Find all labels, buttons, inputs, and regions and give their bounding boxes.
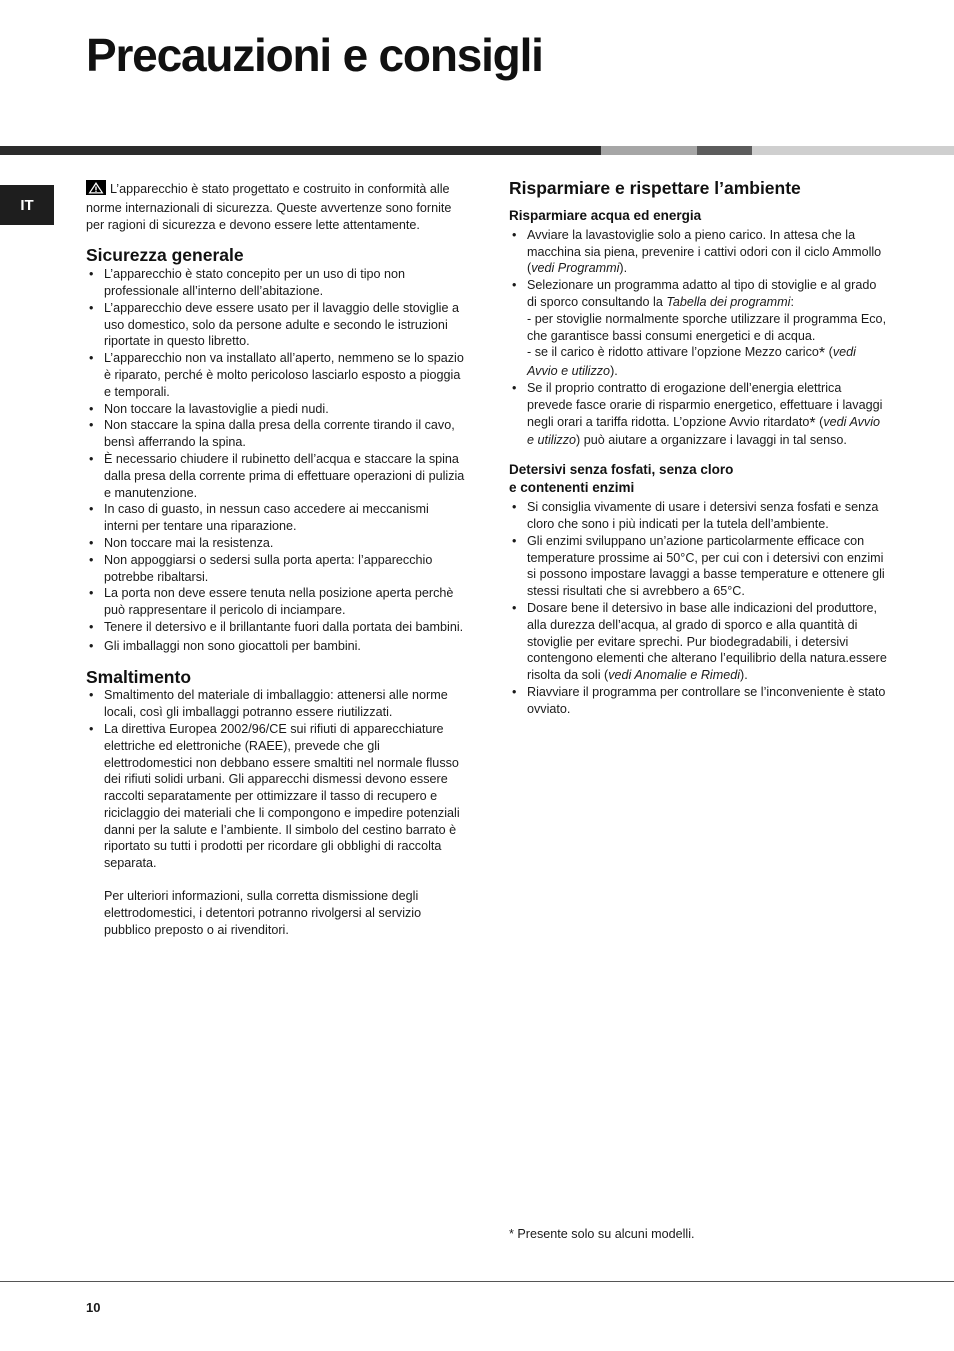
header-bar-pale xyxy=(752,146,954,155)
item-text: ( xyxy=(815,414,824,429)
right-column xyxy=(509,180,887,718)
list-item: • Riavviare il programma per controllare se l’inconveniente è stato ovviato. xyxy=(509,684,887,718)
list-item: • Gli enzimi sviluppano un’azione particolarmente efficace con temperature prossime ai 50°C, per cui con i detersivi con enzimi si possono impostare lavaggi a basse temperature e ottenere gli stessi risultati che si avrebbero a 65°C. xyxy=(509,533,887,600)
list-item xyxy=(509,380,887,449)
page-number: 10 xyxy=(86,1300,101,1315)
item-text: Avviare la lavastoviglie solo a pieno carico. In attesa che la macchina sia piena, prevenire i cattivi odori con il ciclo Ammollo ( xyxy=(527,227,882,276)
asterisk-mark: * xyxy=(809,414,816,432)
heading-acqua-energia: Risparmiare acqua ed energia xyxy=(509,207,702,223)
list-item: • La direttiva Europea 2002/96/CE sui rifiuti di apparecchiature elettriche ed elettroniche (RAEE), prevede che gli elettrodomestici non debbano essere smaltiti nel normale flusso dei rifiuti solidi urbani. Gli apparecchi dismessi devono essere raccolti separatamente per ottimizzare il tasso di recupero e riciclaggio dei materiali che li compongono e impedire potenziali danni per la salute e l’ambiente. Il simbolo del cestino barrato è riportato su tutti i prodotti per ricordare gli obblighi di raccolta separata. xyxy=(86,721,466,872)
smaltimento-list xyxy=(86,687,466,872)
cross-reference: vedi Avvio e utilizzo xyxy=(527,414,881,448)
cross-reference: Tabella dei programmi xyxy=(666,294,791,309)
item-text: Se il proprio contratto di erogazione dell’energia elettrica prevede fasce orarie di risparmio energetico, effettuare i lavaggi negli orari a tariffa ridotta. L’opzione Avvio ritardato xyxy=(527,380,883,429)
item-text: ). xyxy=(740,668,748,683)
list-item xyxy=(509,277,887,380)
list-item: • L’apparecchio non va installato all’aperto, nemmeno se lo spazio è riparato, perché è molto pericoloso lasciarlo esposto a pioggia e temporali. xyxy=(86,350,466,400)
smaltimento-note: Per ulteriori informazioni, sulla corretta dismissione degli elettrodomestici, i detentori potranno rivolgersi al servizio pubblico preposto o ai rivenditori. xyxy=(104,889,422,937)
footer-rule xyxy=(0,1281,954,1282)
detersivi-list xyxy=(509,499,887,717)
footnote: * Presente solo su alcuni modelli. xyxy=(509,1227,695,1241)
warning-icon xyxy=(86,180,106,200)
list-item: • L’apparecchio è stato concepito per un uso di tipo non professionale all’interno dell’abitazione. xyxy=(86,266,466,300)
list-item: • In caso di guasto, in nessun caso accedere ai meccanismi interni per tentare una riparazione. xyxy=(86,501,466,535)
cross-reference: vedi Avvio e utilizzo xyxy=(527,345,856,379)
item-text: ( xyxy=(825,345,833,360)
item-text: Selezionare un programma adatto al tipo di stoviglie e al grado di sporco consultando la xyxy=(527,278,877,309)
list-item: • Smaltimento del materiale di imballaggio: attenersi alle norme locali, così gli imballaggi potranno essere riutilizzati. xyxy=(86,687,466,721)
item-text: ) può aiutare a organizzare i lavaggi in tal senso. xyxy=(576,433,847,448)
list-item: • L’apparecchio deve essere usato per il lavaggio delle stoviglie a uso domestico, solo da persone adulte e secondo le istruzioni riportate in questo libretto. xyxy=(86,300,466,350)
sicurezza-list xyxy=(86,266,466,654)
list-item: • Gli imballaggi non sono giocattoli per bambini. xyxy=(86,638,466,655)
heading-risparmiare-ambiente: Risparmiare e rispettare l’ambiente xyxy=(509,178,801,198)
page-title: Precauzioni e consigli xyxy=(86,29,543,81)
intro-text: L’apparecchio è stato progettato e costruito in conformità alle norme internazionali di sicurezza. Queste avvertenze sono fornite per ragioni di sicurezza e devono essere lette attentamente. xyxy=(86,182,452,232)
cross-reference: vedi Programmi xyxy=(531,261,620,276)
heading-smaltimento: Smaltimento xyxy=(86,666,192,687)
left-column xyxy=(86,180,466,938)
heading-line: Detersivi senza fosfati, senza cloro xyxy=(509,462,734,478)
acqua-list xyxy=(509,227,887,449)
list-item: • Non staccare la spina dalla presa della corrente tirando il cavo, bensì afferrando la spina. xyxy=(86,417,466,451)
item-text: - per stoviglie normalmente sporche utilizzare il programma Eco, che garantisce bassi consumi energetici e di acqua. xyxy=(527,311,887,343)
list-item: • Non toccare mai la resistenza. xyxy=(86,535,466,552)
heading-sicurezza-generale: Sicurezza generale xyxy=(86,245,244,266)
list-item: • Non appoggiarsi o sedersi sulla porta aperta: l’apparecchio potrebbe ribaltarsi. xyxy=(86,552,466,586)
heading-detersivi xyxy=(509,461,887,497)
cross-reference: vedi Anomalie e Rimedi xyxy=(608,668,741,683)
intro-paragraph xyxy=(86,180,466,233)
header-bar-light xyxy=(601,146,697,155)
header-bar-dark xyxy=(0,146,601,155)
item-text: Dosare bene il detersivo in base alle indicazioni del produttore, alla durezza dell’acqua, al grado di sporco e alla quantità di stoviglie per evitare sprechi. Pur biodegradabili, i detersivi contengono elementi che alterano l’equilibrio della natura.essere risolta da soli ( xyxy=(527,600,887,683)
language-tab: IT xyxy=(0,185,54,225)
list-item: • È necessario chiudere il rubinetto dell’acqua e staccare la spina dalla presa della corrente prima di effettuare operazioni di pulizia e manutenzione. xyxy=(86,451,466,501)
list-item: • Si consiglia vivamente di usare i detersivi senza fosfati e senza cloro che sono i più indicati per la tutela dell’ambiente. xyxy=(509,499,887,533)
asterisk-mark: * xyxy=(818,345,826,363)
header-bar-mid xyxy=(697,146,752,155)
item-text: ). xyxy=(610,364,618,379)
list-item xyxy=(509,600,887,684)
list-item: • Non toccare la lavastoviglie a piedi nudi. xyxy=(86,401,466,418)
heading-line: e contenenti enzimi xyxy=(509,480,635,496)
list-item xyxy=(509,227,887,277)
list-item: • Tenere il detersivo e il brillantante fuori dalla portata dei bambini. xyxy=(86,619,466,636)
item-text: : xyxy=(790,294,794,309)
list-item: • La porta non deve essere tenuta nella posizione aperta perchè può rappresentare il pericolo di inciampare. xyxy=(86,585,466,619)
item-text: ). xyxy=(619,261,628,276)
item-text: - se il carico è ridotto attivare l’opzione Mezzo carico xyxy=(527,345,819,360)
